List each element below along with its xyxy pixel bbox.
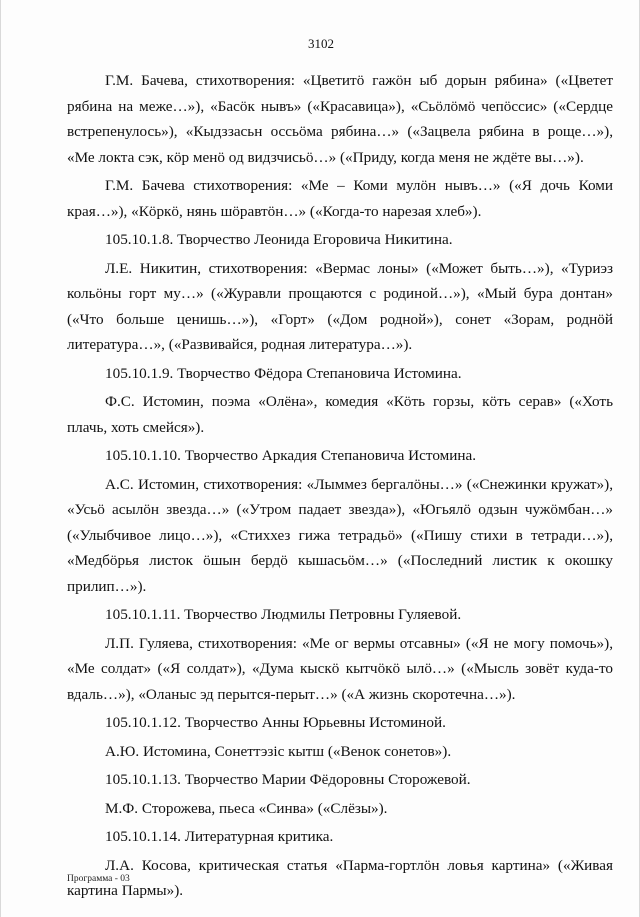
section-heading: 105.10.1.12. Творчество Анны Юрьевны Истоминой.: [105, 714, 446, 731]
section-heading: 105.10.1.13. Творчество Марии Фёдоровны Сторожевой.: [105, 771, 471, 788]
footer-label: Программа - 03: [67, 874, 130, 884]
paragraph: А.Ю. Истомина, Сонеттэзіс кытш («Венок сонетов»).: [105, 742, 452, 760]
section-heading: 105.10.1.9. Творчество Фёдора Степановича Истомина.: [105, 364, 462, 382]
section-heading: 105.10.1.8. Творчество Леонида Егоровича Никитина.: [105, 231, 453, 248]
page-body: [67, 68, 613, 907]
page-number: 3102: [308, 36, 334, 51]
paragraph: Ф.С. Истомин, поэма «Олёна», комедия «Кӧть горзы, кӧть серав» («Хоть плачь, хоть смейся»).: [67, 393, 613, 436]
paragraph: М.Ф. Сторожева, пьеса «Синва» («Слёзы»).: [105, 799, 388, 817]
section-heading: 105.10.1.10. Творчество Аркадия Степановича Истомина.: [105, 447, 477, 464]
paragraph: А.С. Истомин, стихотворения: «Лыммез бергалӧны…» («Снежинки кружат»), «Усьӧ асылӧн звезда…» («Утром падает звезда»), «Югьялӧ одзын чужӧмбан…» («Улыбчивое лицо…»), «Стиххез гижа тетрадьӧ» («Пишу стихи в тетради…»), «Медбӧрья листок ӧшын бердӧ кышасьӧм…» («Последний листик к окошку прилип…»).: [67, 475, 613, 595]
section-heading: 105.10.1.11. Творчество Людмилы Петровны Гуляевой.: [105, 606, 462, 623]
paragraph: Л.А. Косова, критическая статья «Парма-гортлӧн ловья картина» («Живая картина Пармы»).: [67, 856, 613, 899]
paragraph: Г.М. Бачева стихотворения: «Ме – Коми мулӧн нывъ…» («Я дочь Коми края…»), «Кӧркӧ, нянь шӧравтӧн…» («Когда-то нарезая хлеб»).: [67, 177, 613, 220]
section-heading: 105.10.1.14. Литературная критика.: [105, 828, 334, 845]
paragraph: Л.Е. Никитин, стихотворения: «Вермас лоны» («Может быть…»), «Туриэз кольӧны горт му…» («Журавли прощаются с родиной…»), «Мый бура донтан» («Что больше ценишь…»), «Горт» («Дом родной»), сонет «Зорам, роднӧй литература…», («Развивайся, родная литература…»).: [67, 259, 613, 353]
paragraph: Л.П. Гуляева, стихотворения: «Ме ог вермы отсавны» («Я не могу помочь»), «Ме солдат» («Я солдат»), «Дума кыскӧ кытчӧкӧ ылӧ…» («Мысль зовёт куда-то вдаль…»), «Оланыс эд перытся-перыт…» («А жизнь скоротечна…»).: [67, 634, 613, 703]
paragraph: Г.М. Бачева, стихотворения: «Цветитӧ гажӧн ыб дорын рябина» («Цветет рябина на меже…»), «Басӧк нывъ» («Красавица»), «Сьӧлӧмӧ чепӧссис» («Сердце встрепенулось»), «Кыдззасьн оссьӧма рябина…» («Зацвела рябина в роще…»), «Ме локта сэк, кӧр менӧ од видзчисьӧ…» («Приду, когда меня не ждёте вы…»).: [67, 72, 613, 166]
